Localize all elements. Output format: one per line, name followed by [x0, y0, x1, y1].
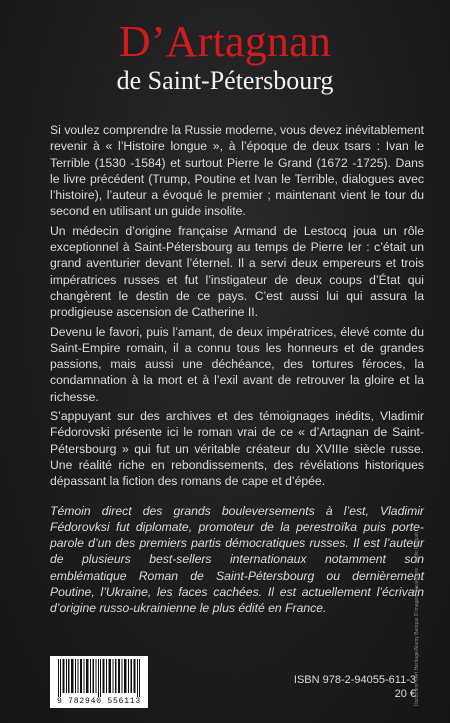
author-bio: Témoin direct des grands bouleversements à l’est, Vladimir Fédorovksi fut diplomate, promoteur de la perestroïka puis porte-parole d’un des premiers partis démocratiques russes. Il est l’auteur de plusieurs best-sellers internationaux notamment son emblématique Roman de Saint-Pétersbourg ou dernièrement Poutine, l’Ukraine, les faces cachées. Il est actuellement l’écrivain d’origine russo-ukrainienne le plus édité en France. — [50, 503, 424, 616]
price: 20 € — [394, 688, 416, 700]
barcode-digits: 9 782940 556113 — [56, 697, 141, 706]
book-subtitle: de Saint-Pétersbourg — [116, 66, 334, 95]
back-cover-text — [50, 122, 424, 620]
barcode-bars — [58, 659, 142, 697]
isbn: ISBN 978-2-94055-611-3 — [293, 674, 416, 686]
paragraph-intro: Si voulez comprendre la Russie moderne, vous devez inévitablement revenir à « l’Histoire longue », à l’époque de deux tsars : Ivan le Terrible (1530 -1584) et surtout Pierre le Grand (1672 -1725). Dans le livre précédent (Trump, Poutine et Ivan le Terrible, dialogues avec l’histoire), l’auteur a évoqué le premier ; maintenant vient le tour du second en utilisant un guide insolite. — [50, 123, 424, 219]
cover-credit: Document ©Art Heritage/Alamy Banque D’images. Couverture : studio Flaquet — [414, 532, 420, 706]
barcode — [50, 656, 148, 708]
paragraph-lestocq: Un médecin d’origine française Armand de Lestocq joua un rôle exceptionnel à Saint-Pétersbourg au temps de Pierre Ier : c’était un grand aventurier devant l’éternel. Il a servi deux empereurs et trois impératrices russes et fut l’instigateur de deux coups d’État qui changèrent le destin de ce pays. C’est aussi lui qui assura la prodigieuse ascension de Catherine II. — [50, 223, 424, 320]
paragraph-favori: Devenu le favori, puis l’amant, de deux impératrices, élevé comte du Saint-Empire romain, il a connu tous les honneurs et de grandes passions, mais aussi une déchéance, des tortures féroces, la condamnation à la mort et à l’exil avant de retrouver la gloire et la richesse. — [50, 324, 424, 404]
book-title: D’Artagnan — [118, 17, 332, 66]
paragraph-archives: S’appuyant sur des archives et des témoignages inédits, Vladimir Fédorovski présente ici le roman vrai de ce « d’Artagnan de Saint-Pétersbourg » qui fut un véritable créateur du XVIIIe siècle russe. Une réalité riche en rebondissements, des révélations historiques dépassant la fiction des romans de cape et d’épée. — [50, 409, 424, 489]
